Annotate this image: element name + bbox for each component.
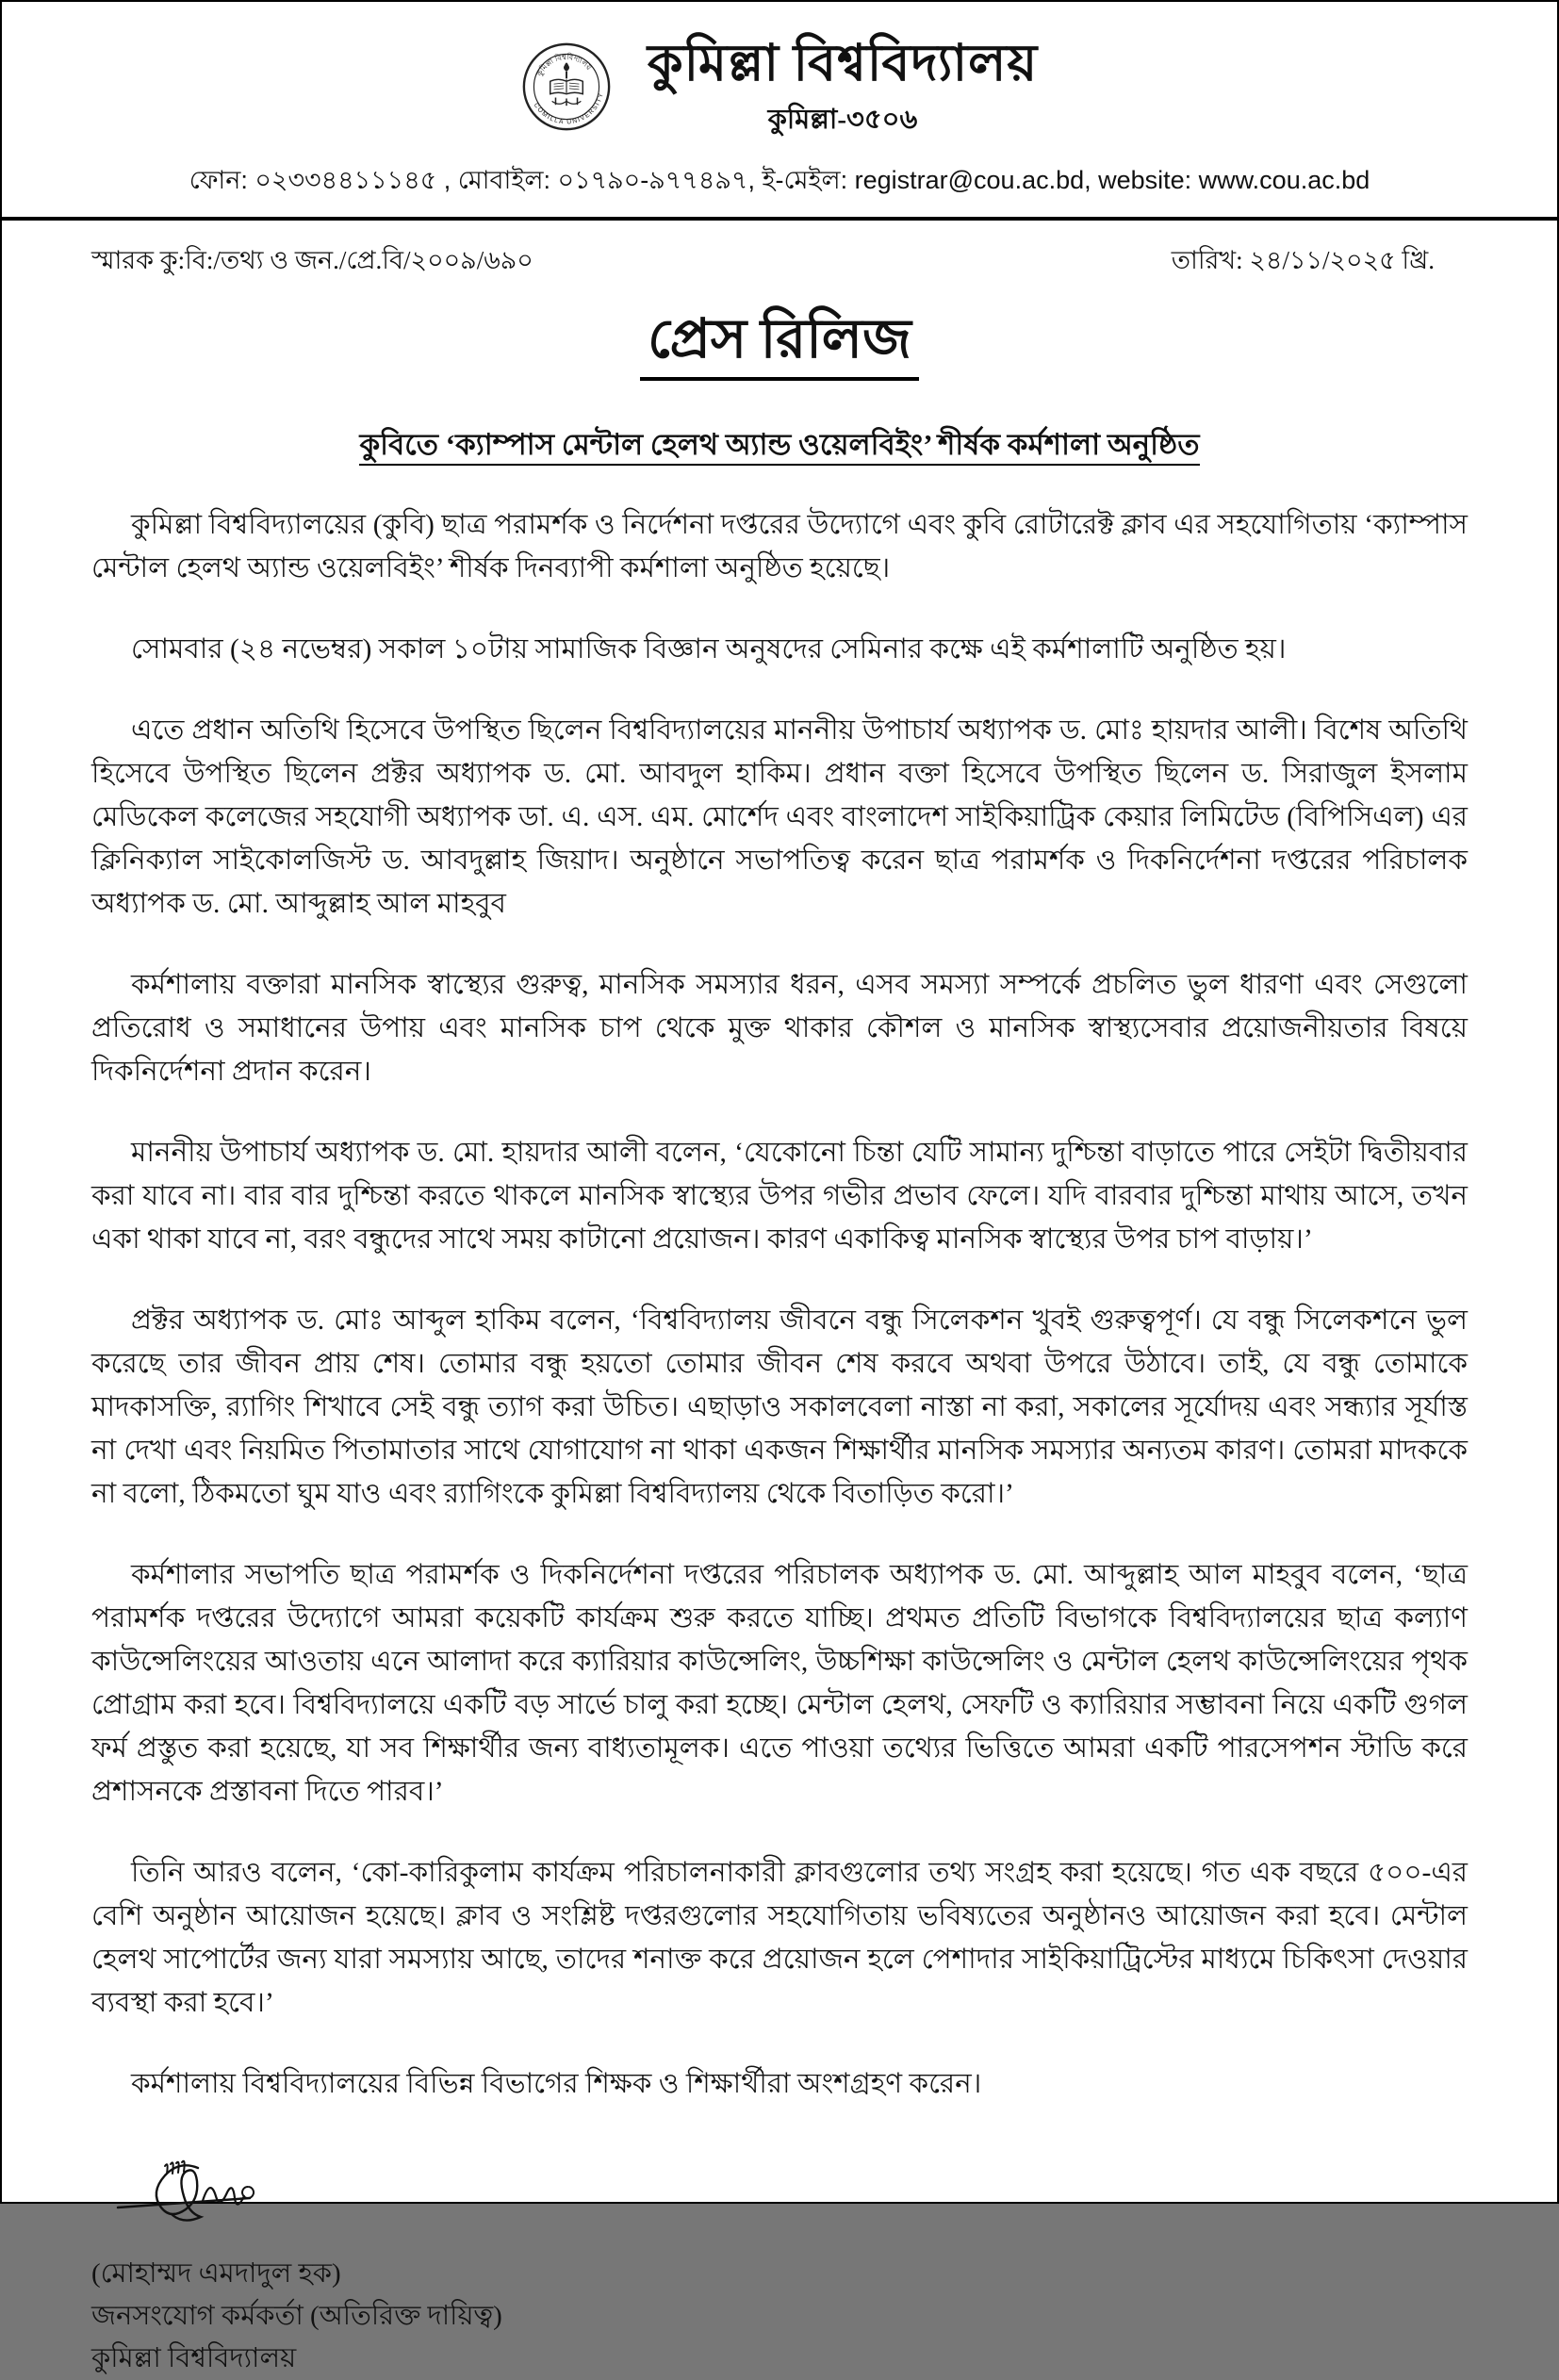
- seal-bottom-text: COMILLA UNIVERSITY: [532, 91, 605, 126]
- headline-wrap: [2, 422, 1557, 471]
- signatory-details: [91, 2253, 1468, 2380]
- svg-text:COMILLA UNIVERSITY: [533, 91, 605, 125]
- paragraph: মাননীয় উপাচার্য অধ্যাপক ড. মো. হায়দার আলী বলেন, ‘যেকোনো চিন্তা যেটি সামান্য দুশ্চিন্তা বাড়াতে পারে সেইটা দ্বিতীয়বার করা যাবে না। বার বার দুশ্চিন্তা করতে থাকলে মানসিক স্বাস্থ্যের উপর গভীর প্রভাব ফেলে। যদি বারবার দুশ্চিন্তা মাথায় আসে, তখন একা থাকা যাবে না, বরং বন্ধুদের সাথে সময় কাটানো প্রয়োজন। কারণ একাকিত্ব মানসিক স্বাস্থ্যের উপর চাপ বাড়ায়।’: [91, 1137, 1468, 1255]
- paragraph: এতে প্রধান অতিথি হিসেবে উপস্থিত ছিলেন বিশ্ববিদ্যালয়ের মাননীয় উপাচার্য অধ্যাপক ড. মোঃ হায়দার আলী। বিশেষ অতিথি হিসেবে উপস্থিত ছিলেন প্রক্টর অধ্যাপক ড. মো. আবদুল হাকিম। প্রধান বক্তা হিসেবে উপস্থিত ছিলেন ড. সিরাজুল ইসলাম মেডিকেল কলেজের সহযোগী অধ্যাপক ডা. এ. এস. এম. মোর্শেদ এবং বাংলাদেশ সাইকিয়াট্রিক কেয়ার লিমিটেড (বিপিসিএল) এর ক্লিনিক্যাল সাইকোলজিস্ট ড. আবদুল্লাহ জিয়াদ। অনুষ্ঠানে সভাপতিত্ব করেন ছাত্র পরামর্শক ও দিকনির্দেশনা দপ্তরের পরিচালক অধ্যাপক ড. মো. আব্দুল্লাহ আল মাহবুব: [91, 714, 1468, 919]
- university-name: কুমিল্লা বিশ্ববিদ্যালয়: [647, 35, 1039, 91]
- press-release-title: প্রেস রিলিজ: [640, 308, 919, 381]
- seal-top-text: কুমিল্লা বিশ্ববিদ্যালয়: [534, 53, 594, 78]
- signatory-designation: জনসংযোগ কর্মকর্তা (অতিরিক্ত দায়িত্ব): [91, 2301, 502, 2332]
- paragraph: তিনি আরও বলেন, ‘কো-কারিকুলাম কার্যক্রম পরিচালনাকারী ক্লাবগুলোর তথ্য সংগ্রহ করা হয়েছে। গত এক বছরে ৫০০-এর বেশি অনুষ্ঠান আয়োজন হয়েছে। ক্লাব ও সংশ্লিষ্ট দপ্তরগুলোর সহযোগিতায় ভবিষ্যতের অনুষ্ঠানও আয়োজন করা হবে। মেন্টাল হেলথ সাপোর্টের জন্য যারা সমস্যায় আছে, তাদের শনাক্ত করে প্রয়োজন হলে পেশাদার সাইকিয়াট্রিস্টের মাধ্যমে চিকিৎসা দেওয়ার ব্যবস্থা করা হবে।’: [91, 1858, 1468, 2019]
- paragraph: সোমবার (২৪ নভেম্বর) সকাল ১০টায় সামাজিক বিজ্ঞান অনুষদের সেমিনার কক্ষে এই কর্মশালাটি অনুষ্ঠিত হয়।: [131, 633, 1287, 665]
- contact-line: ফোন: ০২৩৩৪৪১১১৪৫ , মোবাইল: ০১৭৯০-৯৭৭৪৯৭, ই-মেইল: registrar@cou.ac.bd, website: www.cou.ac.bd: [189, 166, 1370, 195]
- paragraph: কুমিল্লা বিশ্ববিদ্যালয়ের (কুবি) ছাত্র পরামর্শক ও নির্দেশনা দপ্তরের উদ্যোগে এবং কুবি রোটারেক্ট ক্লাব এর সহযোগিতায় ‘ক্যাম্পাস মেন্টাল হেলথ অ্যান্ড ওয়েলবিইং’ শীর্ষক দিনব্যাপী কর্মশালা অনুষ্ঠিত হয়েছে।: [91, 509, 1468, 583]
- press-release-title-wrap: [2, 308, 1557, 381]
- paragraph: কর্মশালায় বক্তারা মানসিক স্বাস্থ্যের গুরুত্ব, মানসিক সমস্যার ধরন, এসব সমস্যা সম্পর্কে প্রচলিত ভুল ধারণা এবং সেগুলো প্রতিরোধ ও সমাধানের উপায় এবং মানসিক চাপ থেকে মুক্ত থাকার কৌশল ও মানসিক স্বাস্থ্যসেবার প্রয়োজনীয়তার বিষয়ে দিকনির্দেশনা প্রদান করেন।: [91, 969, 1468, 1087]
- date-label: তারিখ: ২৪/১১/২০২৫ খ্রি.: [1171, 246, 1435, 275]
- signature-block: [2, 2143, 1557, 2380]
- paragraph: প্রক্টর অধ্যাপক ড. মোঃ আব্দুল হাকিম বলেন, ‘বিশ্ববিদ্যালয় জীবনে বন্ধু সিলেকশন খুবই গুরুত্বপূর্ণ। যে বন্ধু সিলেকশনে ভুল করেছে তার জীবন প্রায় শেষ। তোমার বন্ধু হয়তো তোমার জীবন শেষ করবে অথবা উপরে উঠাবে। তাই, যে বন্ধু তোমাকে মাদকাসক্তি, র‍্যাগিং শিখাবে সেই বন্ধু ত্যাগ করা উচিত। এছাড়াও সকালবেলা নাস্তা না করা, সকালের সূর্যোদয় এবং সন্ধ্যার সূর্যাস্ত না দেখা এবং নিয়মিত পিতামাতার সাথে যোগাযোগ না থাকা একজন শিক্ষার্থীর মানসিক সমস্যার অন্যতম কারণ। তোমরা মাদককে না বলো, ঠিকমতো ঘুম যাও এবং র‍্যাগিংকে কুমিল্লা বিশ্ববিদ্যালয় থেকে বিতাড়িত করো।’: [91, 1305, 1468, 1510]
- signatory-organization: কুমিল্লা বিশ্ববিদ্যালয়: [91, 2343, 297, 2374]
- handwritten-signature-icon: [108, 2149, 344, 2253]
- memo-row: [2, 221, 1557, 284]
- seal-torch-icon: [564, 63, 569, 72]
- signatory-name: (মোহাম্মদ এমদাদুল হক): [91, 2258, 341, 2290]
- memo-number: স্মারক কু:বি:/তথ্য ও জন./প্রে.বি/২০০৯/৬৯০: [91, 246, 533, 275]
- university-seal-logo: [521, 41, 612, 132]
- press-release-body: [2, 471, 1557, 2106]
- headline: কুবিতে ‘ক্যাম্পাস মেন্টাল হেলথ অ্যান্ড ওয়েলবিইং’ শীর্ষক কর্মশালা অনুষ্ঠিত: [359, 428, 1199, 466]
- letterhead: [2, 2, 1557, 144]
- letterhead-text: [648, 34, 1038, 144]
- paragraph: কর্মশালার সভাপতি ছাত্র পরামর্শক ও দিকনির্দেশনা দপ্তরের পরিচালক অধ্যাপক ড. মো. আব্দুল্লাহ আল মাহবুব বলেন, ‘ছাত্র পরামর্শক দপ্তরের উদ্যোগে আমরা কয়েকটি কার্যক্রম শুরু করতে যাচ্ছি। প্রথমত প্রতিটি বিভাগকে বিশ্ববিদ্যালয়ের ছাত্র কল্যাণ কাউন্সেলিংয়ের আওতায় এনে আলাদা করে ক্যারিয়ার কাউন্সেলিং, উচ্চশিক্ষা কাউন্সেলিং ও মেন্টাল হেলথ কাউন্সেলিংয়ের পৃথক প্রোগ্রাম করা হবে। বিশ্ববিদ্যালয়ে একটি বড় সার্ভে চালু করা হচ্ছে। মেন্টাল হেলথ, সেফটি ও ক্যারিয়ার সম্ভাবনা নিয়ে একটি গুগল ফর্ম প্রস্তুত করা হয়েছে, যা সব শিক্ষার্থীর জন্য বাধ্যতামূলক। এতে পাওয়া তথ্যের ভিত্তিতে আমরা একটি পারসেপশন স্টাডি করে প্রশাসনকে প্রস্তাবনা দিতে পারব।’: [91, 1560, 1468, 1808]
- university-location: কুমিল্লা-৩৫০৬: [767, 105, 918, 136]
- paragraph: কর্মশালায় বিশ্ববিদ্যালয়ের বিভিন্ন বিভাগের শিক্ষক ও শিক্ষার্থীরা অংশগ্রহণ করেন।: [131, 2069, 982, 2100]
- svg-text:কুমিল্লা বিশ্ববিদ্যালয়: [534, 53, 593, 78]
- university-seal-icon: [521, 41, 612, 132]
